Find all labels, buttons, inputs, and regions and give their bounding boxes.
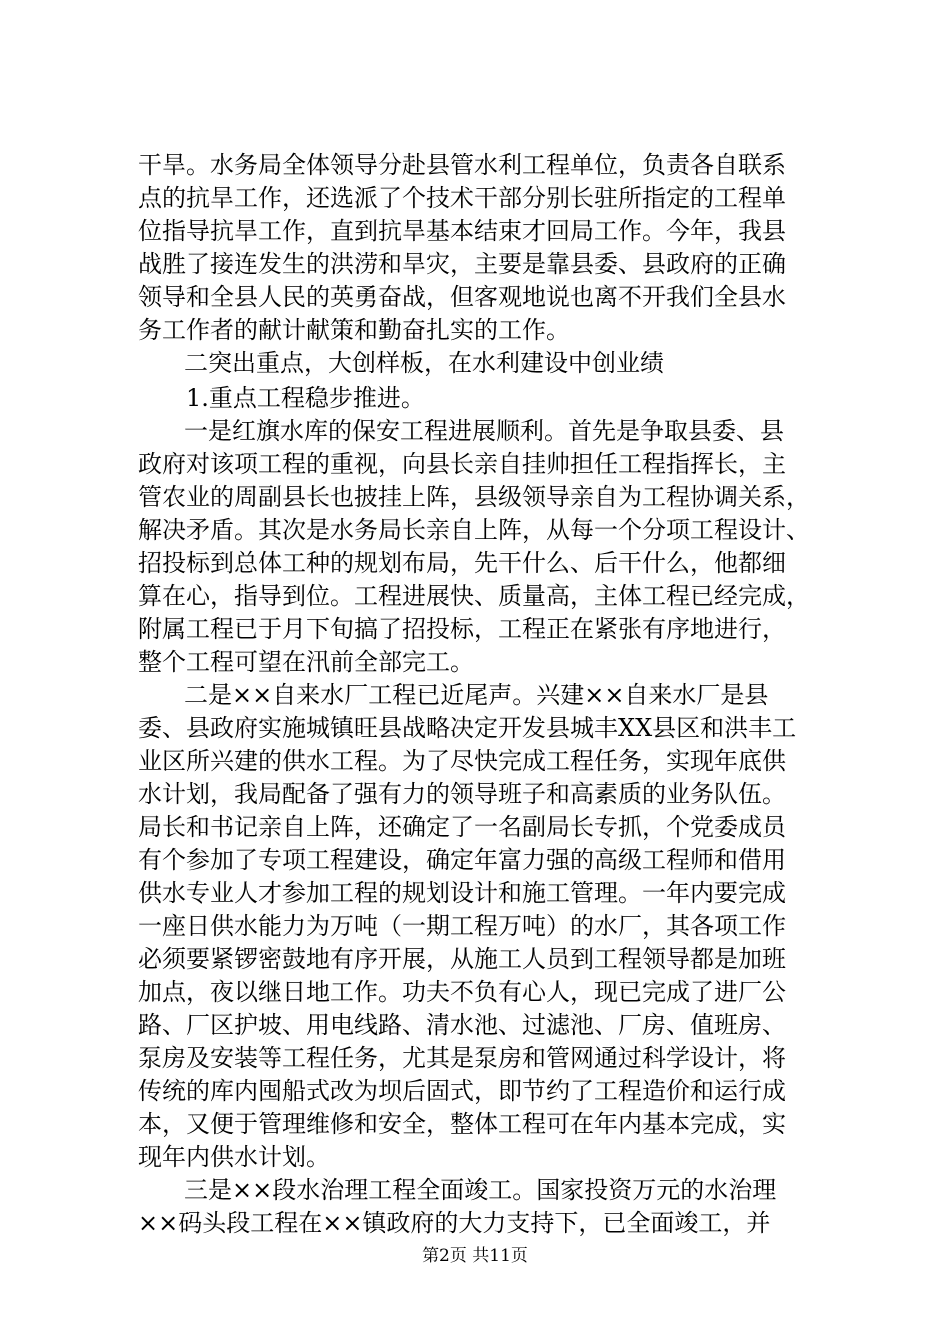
text-line-30: 本，又便于管理维修和安全，整体工程可在年内基本完成，实 [138, 1110, 786, 1138]
text-line-23: 供水专业人才参加工程的规划设计和施工管理。一年内要完成 [138, 879, 786, 907]
text-line-24: 一座日供水能力为万吨（一期工程万吨）的水厂，其各项工作 [138, 912, 786, 940]
text-line-3: 位指导抗旱工作，直到抗旱基本结束才回局工作。今年，我县 [138, 217, 786, 245]
text-line-33: ××码头段工程在××镇政府的大力支持下，已全面竣工，并 [138, 1209, 771, 1237]
text-line-26: 加点，夜以继日地工作。功夫不负有心人，现已完成了进厂公 [138, 978, 786, 1006]
text-line-5: 领导和全县人民的英勇奋战，但客观地说也离不开我们全县水 [138, 283, 786, 311]
text-line-20: 水计划，我局配备了强有力的领导班子和高素质的业务队伍。 [138, 780, 786, 808]
text-line-12: 解决矛盾。其次是水务局长亲自上阵，从每一个分项工程设计、 [138, 516, 810, 544]
text-line-28: 泵房及安装等工程任务，尤其是泵房和管网通过科学设计，将 [138, 1044, 786, 1072]
text-line-11: 管农业的周副县长也披挂上阵，县级领导亲自为工程协调关系， [138, 483, 810, 511]
text-line-1: 干旱。水务局全体领导分赴县管水利工程单位，负责各自联系 [138, 151, 786, 179]
text-line-4: 战胜了接连发生的洪涝和旱灾，主要是靠县委、县政府的正确 [138, 250, 786, 278]
text-line-13: 招投标到总体工种的规划布局，先干什么、后干什么，他都细 [138, 549, 786, 577]
text-line-2: 点的抗旱工作，还选派了个技术干部分别长驻所指定的工程单 [138, 184, 786, 212]
text-line-27: 路、厂区护坡、用电线路、清水池、过滤池、厂房、值班房、 [138, 1011, 786, 1039]
text-line-32: 三是××段水治理工程全面竣工。国家投资万元的水治理 [184, 1176, 777, 1204]
text-line-25: 必须要紧锣密鼓地有序开展，从施工人员到工程领导都是加班 [138, 945, 786, 973]
text-line-10: 政府对该项工程的重视，向县长亲自挂帅担任工程指挥长，主 [138, 450, 786, 478]
text-line-21: 局长和书记亲自上阵，还确定了一名副局长专抓，个党委成员 [138, 813, 786, 841]
text-line-15: 附属工程已于月下旬搞了招投标，工程正在紧张有序地进行， [138, 615, 786, 643]
text-line-19: 业区所兴建的供水工程。为了尽快完成工程任务，实现年底供 [138, 747, 786, 775]
page-number: 第2页 共11页 [422, 1246, 528, 1266]
section-heading: 二突出重点，大创样板，在水利建设中创业绩 [184, 349, 664, 377]
text-line-22: 有个参加了专项工程建设，确定年富力强的高级工程师和借用 [138, 846, 786, 874]
text-line-6: 务工作者的献计献策和勤奋扎实的工作。 [138, 316, 570, 344]
text-line-16: 整个工程可望在汛前全部完工。 [138, 648, 474, 676]
subsection-heading: 1.重点工程稳步推进。 [186, 384, 425, 412]
text-line-9: 一是红旗水库的保安工程进展顺利。首先是争取县委、县 [184, 417, 784, 445]
text-line-17: 二是××自来水厂工程已近尾声。兴建××自来水厂是县 [184, 681, 769, 709]
text-line-29: 传统的库内囤船式改为坝后固式，即节约了工程造价和运行成 [138, 1077, 786, 1105]
text-line-18: 委、县政府实施城镇旺县战略决定开发县城丰XX县区和洪丰工 [138, 714, 797, 742]
text-line-14: 算在心，指导到位。工程进展快、质量高，主体工程已经完成， [138, 582, 810, 610]
text-line-31: 现年内供水计划。 [138, 1143, 330, 1171]
